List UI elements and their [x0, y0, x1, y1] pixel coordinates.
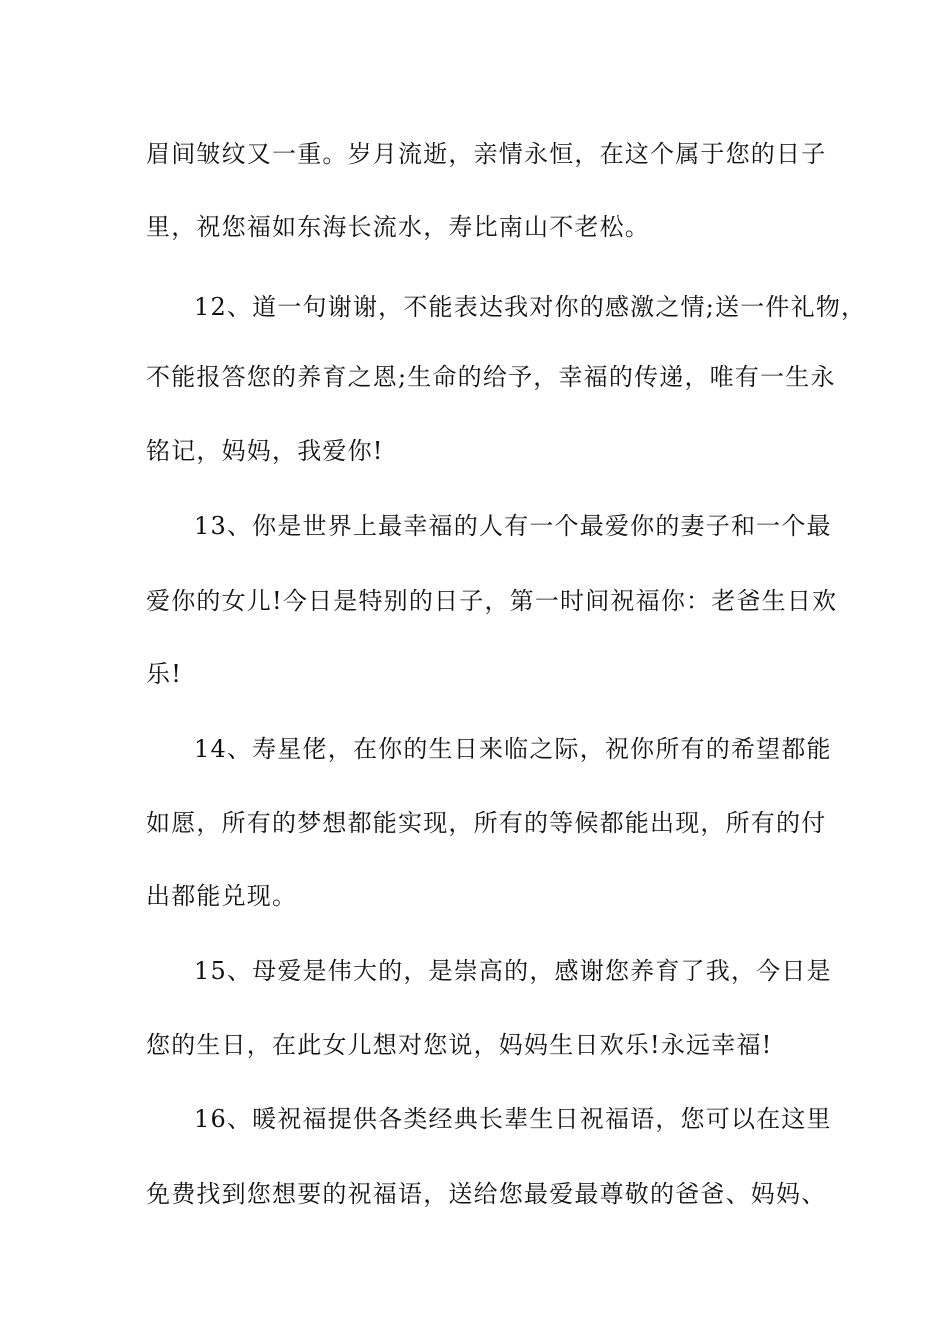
- text-line: 里，祝您福如东海长流水，寿比南山不老松。: [146, 213, 650, 241]
- text-line: 免费找到您想要的祝福语，送给您最爱最尊敬的爸爸、妈妈、: [146, 1180, 827, 1208]
- text-line: 铭记，妈妈，我爱你!: [146, 437, 384, 465]
- text-line: 出都能兑现。: [146, 882, 298, 910]
- paragraph-15-line: 15、母爱是伟大的，是崇高的，感谢您养育了我，今日是: [194, 957, 832, 985]
- text-line: 眉间皱纹又一重。岁月流逝，亲情永恒，在这个属于您的日子: [146, 140, 827, 168]
- text-line: 不能报答您的养育之恩;生命的给予，幸福的传递，唯有一生永: [146, 363, 836, 391]
- text-line: 爱你的女儿!今日是特别的日子，第一时间祝福你：老爸生日欢: [146, 587, 838, 615]
- text-line: 乐!: [146, 660, 183, 688]
- text-line: 您的生日，在此女儿想对您说，妈妈生日欢乐!永远幸福!: [146, 1031, 773, 1059]
- paragraph-13-line: 13、你是世界上最幸福的人有一个最爱你的妻子和一个最: [194, 512, 832, 540]
- paragraph-14-line: 14、寿星佬，在你的生日来临之际，祝你所有的希望都能: [194, 735, 832, 763]
- paragraph-16-line: 16、暖祝福提供各类经典长辈生日祝福语，您可以在这里: [194, 1105, 832, 1133]
- text-line: 如愿，所有的梦想都能实现，所有的等候都能出现，所有的付: [146, 809, 827, 837]
- paragraph-12-line: 12、道一句谢谢，不能表达我对你的感激之情;送一件礼物，: [194, 293, 867, 321]
